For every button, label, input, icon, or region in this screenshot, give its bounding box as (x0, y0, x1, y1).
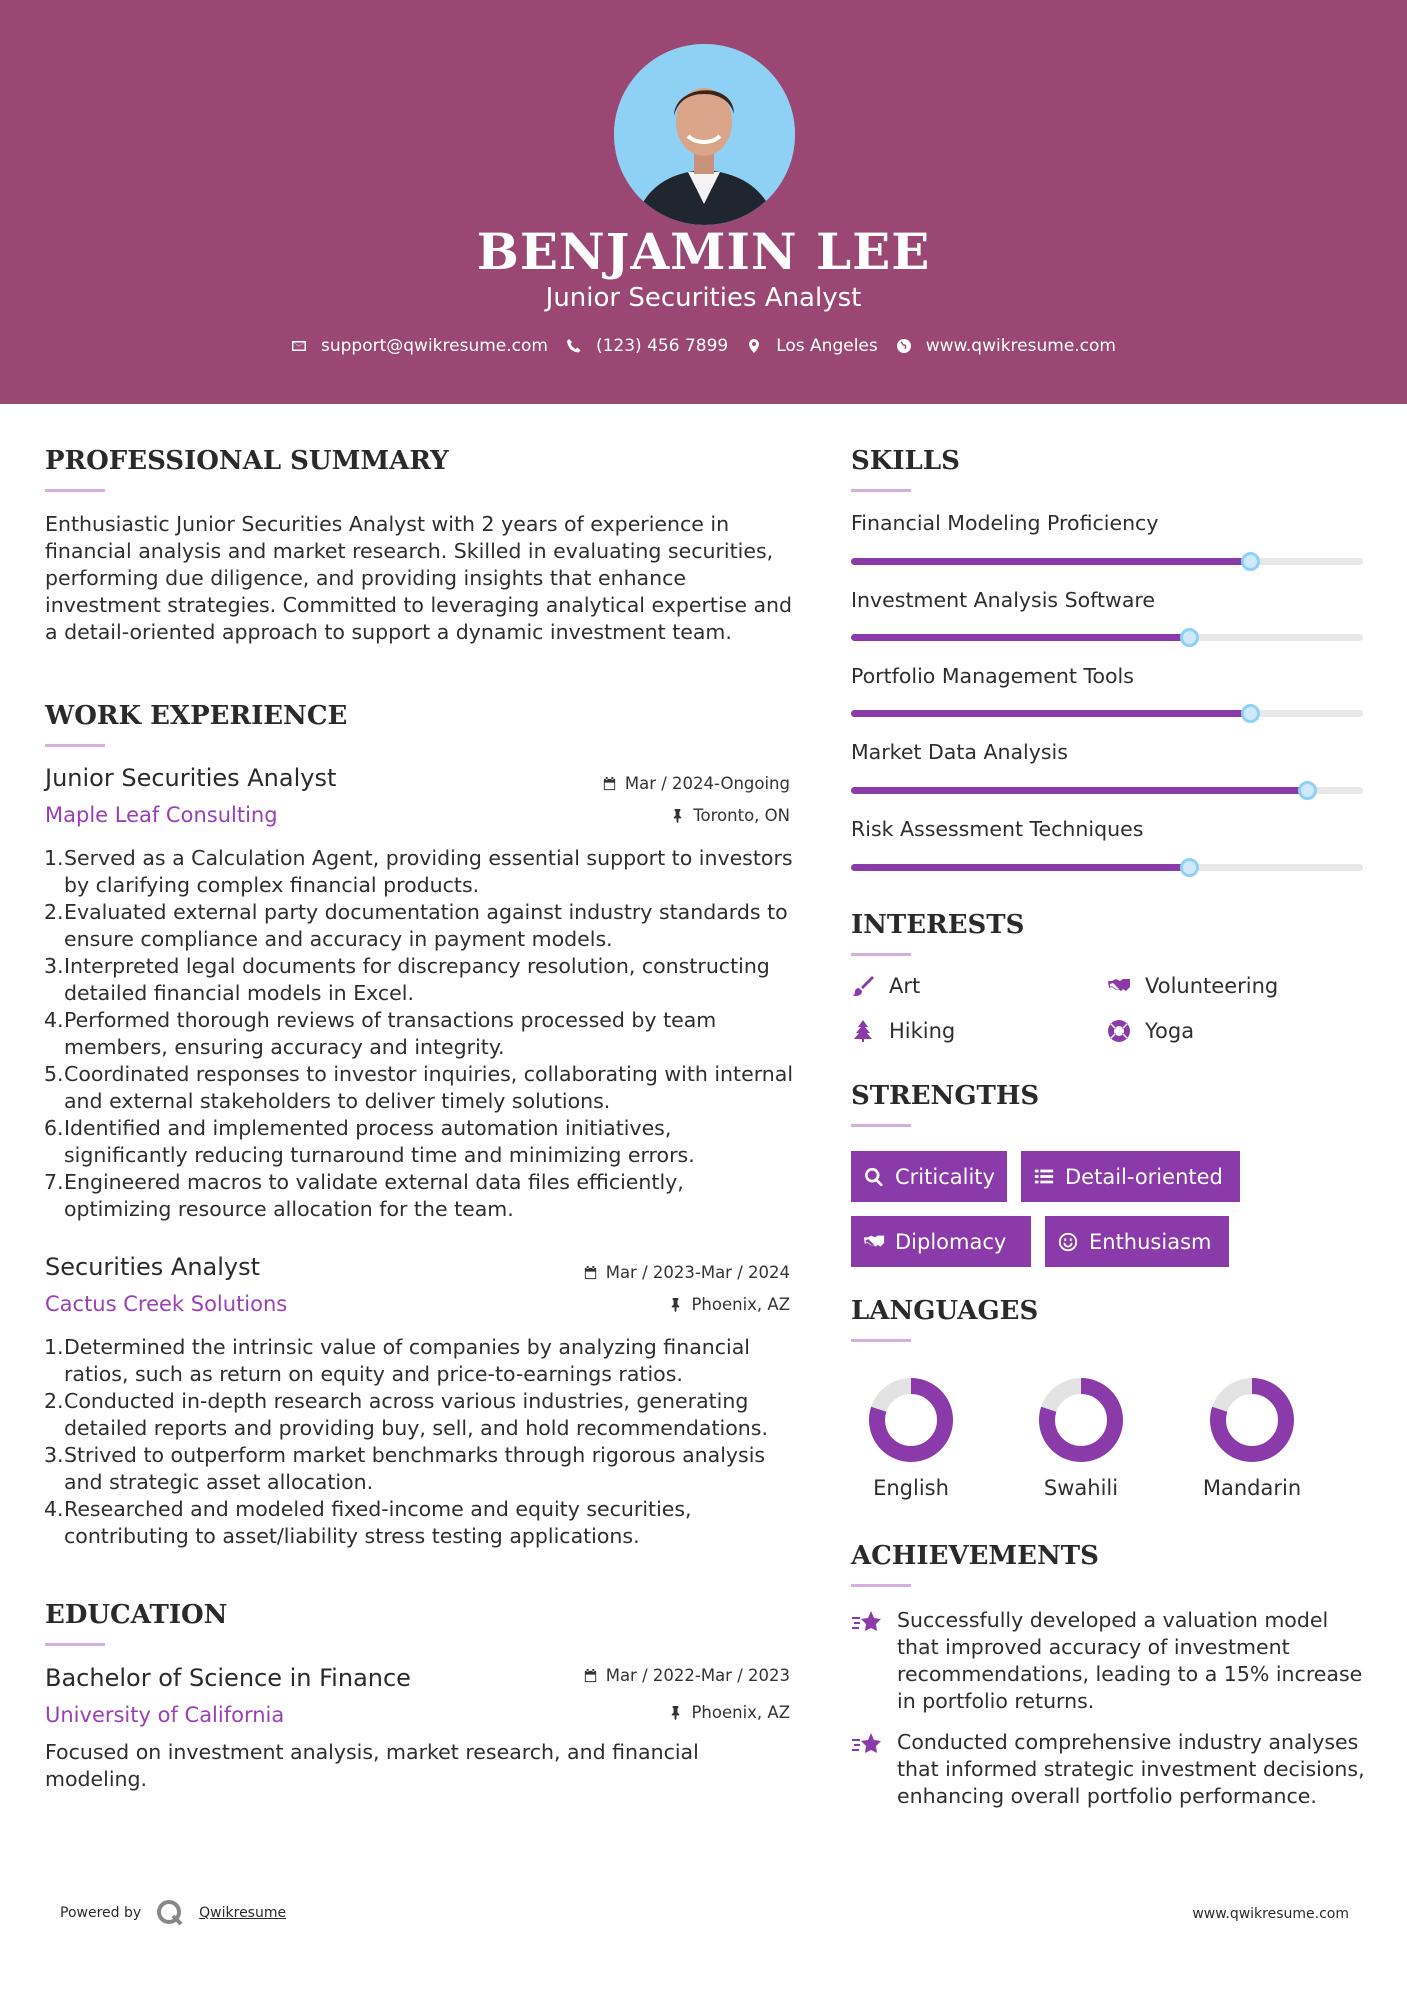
summary-rule (45, 489, 105, 492)
handshake-icon (1107, 974, 1131, 998)
pushpin-icon (670, 808, 685, 823)
achievement-text: Conducted comprehensive industry analyses that informed strategic investment decisions, enhancing overall portfolio performance. (897, 1730, 1365, 1808)
company-name: Cactus Creek Solutions (45, 1292, 288, 1316)
language-label: Swahili (1043, 1476, 1119, 1500)
job-title: Junior Securities Analyst (45, 764, 337, 792)
envelope-icon (291, 338, 307, 354)
skill-bar-knob (1241, 704, 1260, 723)
skill-label: Market Data Analysis (851, 740, 1068, 764)
language-item (1016, 1376, 1146, 1500)
job-title: Securities Analyst (45, 1253, 261, 1281)
map-pin-icon (746, 338, 762, 354)
qwikresume-logo-icon (155, 1898, 185, 1928)
school-name: University of California (45, 1703, 285, 1727)
shooting-star-icon (851, 1609, 883, 1637)
email-text: support@qwikresume.com (321, 336, 548, 356)
achievements-rule (851, 1584, 911, 1587)
skill-bar-knob (1298, 781, 1317, 800)
language-item (846, 1376, 976, 1500)
tree-icon (851, 1019, 875, 1043)
interest-volunteering: Volunteering (1107, 974, 1278, 998)
skill-bar (851, 634, 1363, 641)
skill-label: Financial Modeling Proficiency (851, 511, 1159, 535)
strength-badge: Diplomacy (851, 1216, 1031, 1267)
powered-by-text: Powered by (60, 1905, 142, 1921)
skill-bar (851, 558, 1363, 565)
education-text: Focused on investment analysis, market research, and financial modeling. (45, 1740, 699, 1791)
languages-rule (851, 1339, 911, 1342)
list-item: 5. Coordinated responses to investor inquiries, collaborating with internal and external stakeholders to deliver timely solutions. (44, 1062, 794, 1113)
list-icon (1033, 1166, 1055, 1188)
education-dates-text: Mar / 2022-Mar / 2023 (605, 1666, 790, 1685)
website-text: www.qwikresume.com (925, 336, 1116, 356)
handshake-icon (863, 1231, 885, 1253)
interest-yoga: Yoga (1107, 1019, 1194, 1043)
skills-rule (851, 489, 911, 492)
strengths-heading: STRENGTHS (851, 1081, 1040, 1111)
job-location-text: Toronto, ON (693, 806, 790, 825)
pushpin-icon (668, 1705, 683, 1720)
skill-bar-knob (1180, 628, 1199, 647)
job-dates (602, 774, 790, 793)
skill-bar-fill (851, 787, 1307, 794)
education-location-text: Phoenix, AZ (691, 1703, 790, 1722)
list-item: 2. Evaluated external party documentation against industry standards to ensure compliance and accuracy in payment models. (44, 900, 788, 951)
interest-art: Art (851, 974, 920, 998)
language-donut (867, 1376, 955, 1464)
summary-heading: PROFESSIONAL SUMMARY (45, 446, 449, 476)
candidate-name: BENJAMIN LEE (476, 222, 931, 281)
candidate-title: Junior Securities Analyst (545, 283, 862, 313)
skill-bar (851, 864, 1363, 871)
job-bullets (45, 1334, 795, 1550)
job-dates-text: Mar / 2023-Mar / 2024 (605, 1263, 790, 1282)
skill-bar (851, 710, 1363, 717)
footer-site-link[interactable]: www.qwikresume.com (1192, 1906, 1349, 1922)
education-location (668, 1703, 790, 1722)
contact-bar (0, 336, 1407, 356)
pushpin-icon (668, 1297, 683, 1312)
contact-email[interactable] (291, 336, 548, 356)
job-location (668, 1295, 790, 1314)
experience-heading: WORK EXPERIENCE (45, 701, 348, 731)
skill-bar-knob (1180, 858, 1199, 877)
calendar-icon (602, 776, 617, 791)
list-item: 1. Determined the intrinsic value of companies by analyzing financial ratios, such as return on equity and price-to-earnings ratios. (44, 1335, 750, 1386)
summary-text: Enthusiastic Junior Securities Analyst with 2 years of experience in financial analysis and market research. Skilled in evaluating securities, performing due diligence, and providing insights that enhance investment strategies. Committed to leveraging analytical expertise and a detail-oriented approach to support a dynamic investment team. (45, 512, 793, 644)
language-label: Mandarin (1202, 1476, 1302, 1500)
skill-bar-fill (851, 710, 1250, 717)
skill-bar-knob (1241, 552, 1260, 571)
skill-bar (851, 787, 1363, 794)
phone-text: (123) 456 7899 (595, 336, 729, 356)
skill-bar-fill (851, 558, 1250, 565)
language-donut (1208, 1376, 1296, 1464)
list-item: 2. Conducted in-depth research across various industries, generating detailed reports and providing buy, sell, and hold recommendations. (44, 1389, 768, 1440)
search-icon (863, 1166, 885, 1188)
list-item: 7. Engineered macros to validate external data files efficiently, optimizing resource allocation for the team. (44, 1170, 684, 1221)
footer-powered-by (60, 1898, 286, 1928)
education-dates (583, 1666, 790, 1685)
education-rule (45, 1643, 105, 1646)
interests-rule (851, 953, 911, 956)
languages-heading: LANGUAGES (851, 1296, 1039, 1326)
strengths-rule (851, 1124, 911, 1127)
degree-title: Bachelor of Science in Finance (45, 1664, 411, 1692)
list-item: 4. Performed thorough reviews of transactions processed by team members, ensuring accuracy and integrity. (44, 1008, 717, 1059)
list-item: 4. Researched and modeled fixed-income and equity securities, contributing to asset/liability stress testing applications. (44, 1497, 692, 1548)
contact-location (746, 336, 878, 356)
experience-rule (45, 744, 105, 747)
education-heading: EDUCATION (45, 1600, 228, 1630)
achievement-item (851, 1607, 1371, 1715)
job-dates-text: Mar / 2024-Ongoing (624, 774, 790, 793)
skill-label: Investment Analysis Software (851, 588, 1155, 612)
list-item: 3. Interpreted legal documents for discrepancy resolution, constructing detailed financial models in Excel. (44, 954, 770, 1005)
profile-photo (614, 44, 795, 225)
list-item: 6. Identified and implemented process automation initiatives, significantly reducing turnaround time and minimizing errors. (44, 1116, 695, 1167)
language-label: English (873, 1476, 949, 1500)
job-location-text: Phoenix, AZ (691, 1295, 790, 1314)
achievement-item (851, 1729, 1371, 1810)
job-dates (583, 1263, 790, 1282)
language-donut (1037, 1376, 1125, 1464)
job-bullets (45, 845, 795, 1223)
calendar-icon (583, 1668, 598, 1683)
strength-badge: Detail-oriented (1021, 1151, 1240, 1202)
interests-heading: INTERESTS (851, 910, 1025, 940)
language-item (1187, 1376, 1317, 1500)
skill-label: Portfolio Management Tools (851, 664, 1134, 688)
calendar-icon (583, 1265, 598, 1280)
company-name: Maple Leaf Consulting (45, 803, 278, 827)
phone-icon (566, 338, 582, 354)
achievements-heading: ACHIEVEMENTS (851, 1541, 1099, 1571)
contact-website[interactable] (896, 336, 1116, 356)
contact-phone[interactable] (566, 336, 728, 356)
skill-label: Risk Assessment Techniques (851, 817, 1144, 841)
strength-badge: Criticality (851, 1151, 1007, 1202)
paintbrush-icon (851, 974, 875, 998)
job-location (670, 806, 790, 825)
smile-icon (1057, 1231, 1079, 1253)
list-item: 1. Served as a Calculation Agent, providing essential support to investors by clarifying complex financial products. (44, 846, 793, 897)
person-photo-icon (614, 44, 795, 225)
interest-hiking: Hiking (851, 1019, 955, 1043)
location-text: Los Angeles (776, 336, 878, 356)
strength-badge: Enthusiasm (1045, 1216, 1229, 1267)
lifebuoy-icon (1107, 1019, 1131, 1043)
resume-header (0, 0, 1407, 404)
brand-link[interactable]: Qwikresume (199, 1905, 287, 1921)
globe-icon (896, 338, 912, 354)
achievement-text: Successfully developed a valuation model that improved accuracy of investment recommendations, leading to a 15% increase in portfolio returns. (897, 1608, 1363, 1713)
skill-bar-fill (851, 864, 1189, 871)
skill-bar-fill (851, 634, 1189, 641)
skills-heading: SKILLS (851, 446, 960, 476)
list-item: 3. Strived to outperform market benchmarks through rigorous analysis and strategic asset allocation. (44, 1443, 766, 1494)
shooting-star-icon (851, 1731, 883, 1759)
